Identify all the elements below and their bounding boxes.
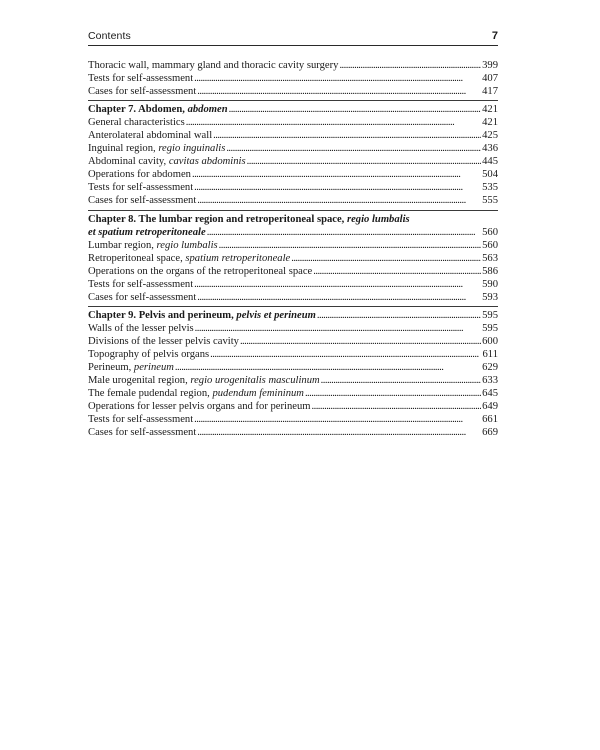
chapter-heading[interactable] bbox=[88, 226, 498, 239]
leader-dots bbox=[194, 181, 481, 194]
toc-entry-title: Cases for self-assessment bbox=[88, 427, 197, 439]
toc-entry-title: Tests for self-assessment bbox=[88, 73, 194, 85]
toc-entry-title: Chapter 9. Pelvis and perineum, pelvis et perineum bbox=[88, 309, 316, 321]
toc-entry-page: 407 bbox=[482, 73, 498, 85]
toc-group-chapter-7 bbox=[88, 100, 498, 209]
latin-term: regio inguinalis bbox=[158, 143, 226, 155]
leader-dots bbox=[197, 194, 481, 207]
latin-term: regio lumbalis bbox=[156, 239, 218, 251]
latin-term: pudendum femininum bbox=[212, 388, 304, 400]
toc-entry-page: 560 bbox=[482, 226, 498, 238]
latin-term: regio urogenitalis masculinum bbox=[190, 375, 320, 387]
leader-dots bbox=[210, 348, 481, 361]
toc-entry-page: 425 bbox=[482, 130, 498, 142]
toc-entry[interactable] bbox=[88, 265, 498, 278]
leader-dots bbox=[195, 322, 481, 335]
toc-entry[interactable] bbox=[88, 291, 498, 304]
toc-entry-page: 504 bbox=[482, 169, 498, 181]
toc-entry-title: Anterolateral abdominal wall bbox=[88, 130, 213, 142]
chapter-heading[interactable] bbox=[88, 103, 498, 116]
toc-entry-title: Operations for abdomen bbox=[88, 169, 191, 181]
toc-entry-page: 669 bbox=[482, 427, 498, 439]
toc-entry-page: 421 bbox=[482, 117, 498, 129]
leader-dots bbox=[197, 426, 481, 439]
leader-dots bbox=[240, 335, 481, 348]
toc-entry-page: 421 bbox=[482, 104, 498, 116]
leader-dots bbox=[194, 278, 481, 291]
leader-dots bbox=[229, 103, 482, 116]
leader-dots bbox=[192, 168, 481, 181]
toc-entry[interactable] bbox=[88, 413, 498, 426]
toc-entry-page: 590 bbox=[482, 278, 498, 290]
leader-dots bbox=[207, 226, 481, 239]
toc-entry[interactable] bbox=[88, 129, 498, 142]
toc-entry-page: 535 bbox=[482, 182, 498, 194]
leader-dots bbox=[186, 116, 481, 129]
toc-entry-title: General characteristics bbox=[88, 117, 185, 129]
toc-entry[interactable] bbox=[88, 168, 498, 181]
toc-entry-title: Chapter 7. Abdomen, abdomen bbox=[88, 104, 228, 116]
toc-entry-page: 645 bbox=[482, 388, 498, 400]
leader-dots bbox=[321, 374, 481, 387]
toc-entry[interactable] bbox=[88, 116, 498, 129]
toc-entry-page: 593 bbox=[482, 291, 498, 303]
toc-entry-page: 595 bbox=[482, 322, 498, 334]
toc-entry[interactable] bbox=[88, 85, 498, 98]
toc-entry-page: 560 bbox=[482, 239, 498, 251]
toc-entry[interactable] bbox=[88, 194, 498, 207]
table-of-contents bbox=[88, 59, 498, 441]
toc-entry-title: Tests for self-assessment bbox=[88, 182, 194, 194]
toc-entry-title: Tests for self-assessment bbox=[88, 278, 194, 290]
toc-entry-title: Perineum, perineum bbox=[88, 362, 174, 374]
toc-entry-page: 399 bbox=[482, 60, 498, 71]
toc-entry-page: 555 bbox=[482, 195, 498, 207]
toc-entry[interactable] bbox=[88, 400, 498, 413]
toc-entry[interactable] bbox=[88, 361, 498, 374]
page-header bbox=[88, 30, 498, 46]
leader-dots bbox=[317, 309, 481, 322]
toc-entry-title: Walls of the lesser pelvis bbox=[88, 322, 194, 334]
leader-dots bbox=[194, 413, 481, 426]
toc-entry[interactable] bbox=[88, 426, 498, 439]
leader-dots bbox=[197, 85, 481, 98]
running-head-page-number: 7 bbox=[491, 30, 498, 42]
toc-entry-title: Inguinal region, regio inguinalis bbox=[88, 143, 226, 155]
latin-term: spatium retroperitoneale bbox=[185, 252, 291, 264]
toc-entry-title: Operations on the organs of the retroperitoneal space bbox=[88, 265, 313, 277]
toc-entry-title: Tests for self-assessment bbox=[88, 414, 194, 426]
toc-entry[interactable] bbox=[88, 252, 498, 265]
toc-entry-title: Male urogenital region, regio urogenitalis masculinum bbox=[88, 375, 320, 387]
leader-dots bbox=[175, 361, 481, 374]
toc-entry-page: 633 bbox=[482, 375, 498, 387]
toc-entry-title: Cases for self-assessment bbox=[88, 291, 197, 303]
toc-entry-page: 649 bbox=[482, 401, 498, 413]
toc-entry-title: Abdominal cavity, cavitas abdominis bbox=[88, 156, 246, 168]
toc-entry-title: Thoracic wall, mammary gland and thoracic cavity surgery bbox=[88, 60, 339, 71]
latin-term: pelvis et perineum bbox=[236, 309, 316, 321]
toc-entry[interactable] bbox=[88, 348, 498, 361]
latin-term: regio lumbalis bbox=[346, 213, 410, 225]
toc-entry-title: Cases for self-assessment bbox=[88, 86, 197, 98]
leader-dots bbox=[197, 291, 481, 304]
leader-dots bbox=[291, 252, 481, 265]
leader-dots bbox=[194, 72, 481, 85]
toc-entry-title: Retroperitoneal space, spatium retroperitoneale bbox=[88, 252, 291, 264]
toc-entry-title: et spatium retroperitoneale bbox=[88, 226, 206, 238]
toc-entry[interactable] bbox=[88, 155, 498, 168]
toc-entry-page: 586 bbox=[482, 265, 498, 277]
toc-entry-page: 595 bbox=[482, 309, 498, 321]
leader-dots bbox=[226, 142, 481, 155]
latin-term: perineum bbox=[133, 362, 174, 374]
toc-entry[interactable] bbox=[88, 142, 498, 155]
toc-entry-page: 436 bbox=[482, 143, 498, 155]
toc-entry-page: 611 bbox=[482, 348, 498, 360]
toc-group-continued bbox=[88, 59, 498, 100]
toc-entry-page: 629 bbox=[482, 362, 498, 374]
latin-term: abdomen bbox=[187, 104, 228, 116]
toc-entry[interactable] bbox=[88, 239, 498, 252]
leader-dots bbox=[312, 400, 482, 413]
toc-entry[interactable] bbox=[88, 322, 498, 335]
toc-entry-page: 417 bbox=[482, 86, 498, 98]
leader-dots bbox=[305, 387, 481, 400]
toc-entry[interactable] bbox=[88, 59, 498, 72]
toc-group-chapter-8 bbox=[88, 210, 498, 306]
leader-dots bbox=[339, 59, 481, 72]
toc-entry-page: 445 bbox=[482, 156, 498, 168]
leader-dots bbox=[219, 239, 481, 252]
toc-entry-title: Operations for lesser pelvis organs and for perineum bbox=[88, 401, 311, 413]
running-head-section: Contents bbox=[88, 30, 131, 42]
leader-dots bbox=[213, 129, 481, 142]
chapter-heading[interactable] bbox=[88, 309, 498, 322]
toc-entry[interactable] bbox=[88, 374, 498, 387]
leader-dots bbox=[313, 265, 481, 278]
toc-entry-page: 600 bbox=[482, 335, 498, 347]
toc-entry[interactable] bbox=[88, 387, 498, 400]
leader-dots bbox=[247, 155, 481, 168]
toc-entry-title: Lumbar region, regio lumbalis bbox=[88, 239, 218, 251]
toc-entry-title: The female pudendal region, pudendum femininum bbox=[88, 388, 304, 400]
toc-group-chapter-9 bbox=[88, 306, 498, 441]
toc-entry-page: 563 bbox=[482, 252, 498, 264]
toc-entry[interactable] bbox=[88, 335, 498, 348]
toc-entry[interactable] bbox=[88, 72, 498, 85]
toc-entry-title: Cases for self-assessment bbox=[88, 195, 197, 207]
toc-entry-page: 661 bbox=[482, 414, 498, 426]
toc-entry[interactable] bbox=[88, 278, 498, 291]
toc-entry-title: Topography of pelvis organs bbox=[88, 348, 210, 360]
chapter-heading-line-1[interactable]: Chapter 8. The lumbar region and retroperitoneal space, regio lumbalis bbox=[88, 213, 410, 225]
toc-entry[interactable] bbox=[88, 181, 498, 194]
latin-term: cavitas abdominis bbox=[168, 156, 246, 168]
toc-entry-title: Divisions of the lesser pelvis cavity bbox=[88, 335, 239, 347]
